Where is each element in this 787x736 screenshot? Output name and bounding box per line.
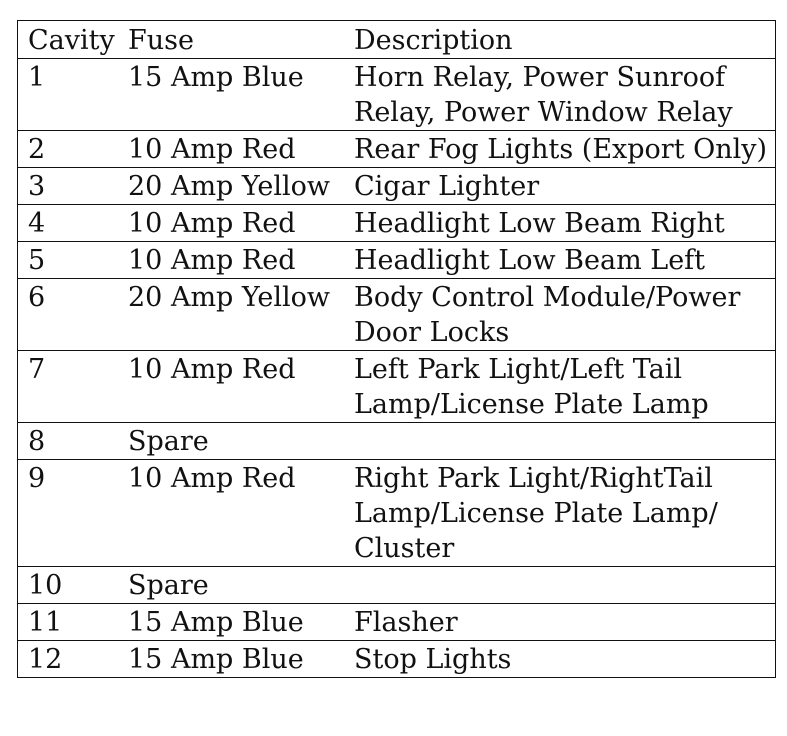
description-cell: Cigar Lighter (354, 168, 776, 205)
table-row (18, 460, 776, 567)
header-cavity: Cavity (18, 21, 129, 59)
fuse-cell: 20 Amp Yellow (128, 168, 354, 205)
description-cell: Rear Fog Lights (Export Only) (354, 131, 776, 168)
table-row (18, 641, 776, 678)
description-cell: Horn Relay, Power Sunroof Relay, Power Window Relay (354, 59, 776, 131)
description-cell: Flasher (354, 604, 776, 641)
fuse-cell: 15 Amp Blue (128, 59, 354, 131)
table-row (18, 279, 776, 351)
fuse-cell: 10 Amp Red (128, 205, 354, 242)
fuse-cell: 20 Amp Yellow (128, 279, 354, 351)
cavity-cell: 1 (18, 59, 129, 131)
cavity-cell: 8 (18, 423, 129, 460)
fuse-cell: 10 Amp Red (128, 351, 354, 423)
cavity-cell: 4 (18, 205, 129, 242)
fuse-cell: Spare (128, 567, 354, 604)
cavity-cell: 9 (18, 460, 129, 567)
cavity-cell: 5 (18, 242, 129, 279)
table-row (18, 242, 776, 279)
fuse-cell: 10 Amp Red (128, 131, 354, 168)
table-row (18, 59, 776, 131)
description-cell: Left Park Light/Left Tail Lamp/License Plate Lamp (354, 351, 776, 423)
table-row (18, 567, 776, 604)
fuse-table (17, 20, 776, 678)
header-description: Description (354, 21, 776, 59)
table-row (18, 351, 776, 423)
description-cell (354, 423, 776, 460)
header-fuse: Fuse (128, 21, 354, 59)
fuse-cell: 15 Amp Blue (128, 604, 354, 641)
fuse-cell: 15 Amp Blue (128, 641, 354, 678)
cavity-cell: 2 (18, 131, 129, 168)
table-row (18, 205, 776, 242)
cavity-cell: 11 (18, 604, 129, 641)
cavity-cell: 7 (18, 351, 129, 423)
cavity-cell: 3 (18, 168, 129, 205)
table-row (18, 168, 776, 205)
table-row (18, 604, 776, 641)
table-row (18, 423, 776, 460)
cavity-cell: 12 (18, 641, 129, 678)
description-cell: Headlight Low Beam Left (354, 242, 776, 279)
table-row (18, 131, 776, 168)
fuse-cell: 10 Amp Red (128, 460, 354, 567)
description-cell: Stop Lights (354, 641, 776, 678)
fuse-cell: Spare (128, 423, 354, 460)
description-cell: Headlight Low Beam Right (354, 205, 776, 242)
fuse-cell: 10 Amp Red (128, 242, 354, 279)
cavity-cell: 6 (18, 279, 129, 351)
cavity-cell: 10 (18, 567, 129, 604)
description-cell: Right Park Light/RightTail Lamp/License Plate Lamp/ Cluster (354, 460, 776, 567)
description-cell: Body Control Module/Power Door Locks (354, 279, 776, 351)
table-header-row (18, 21, 776, 59)
description-cell (354, 567, 776, 604)
